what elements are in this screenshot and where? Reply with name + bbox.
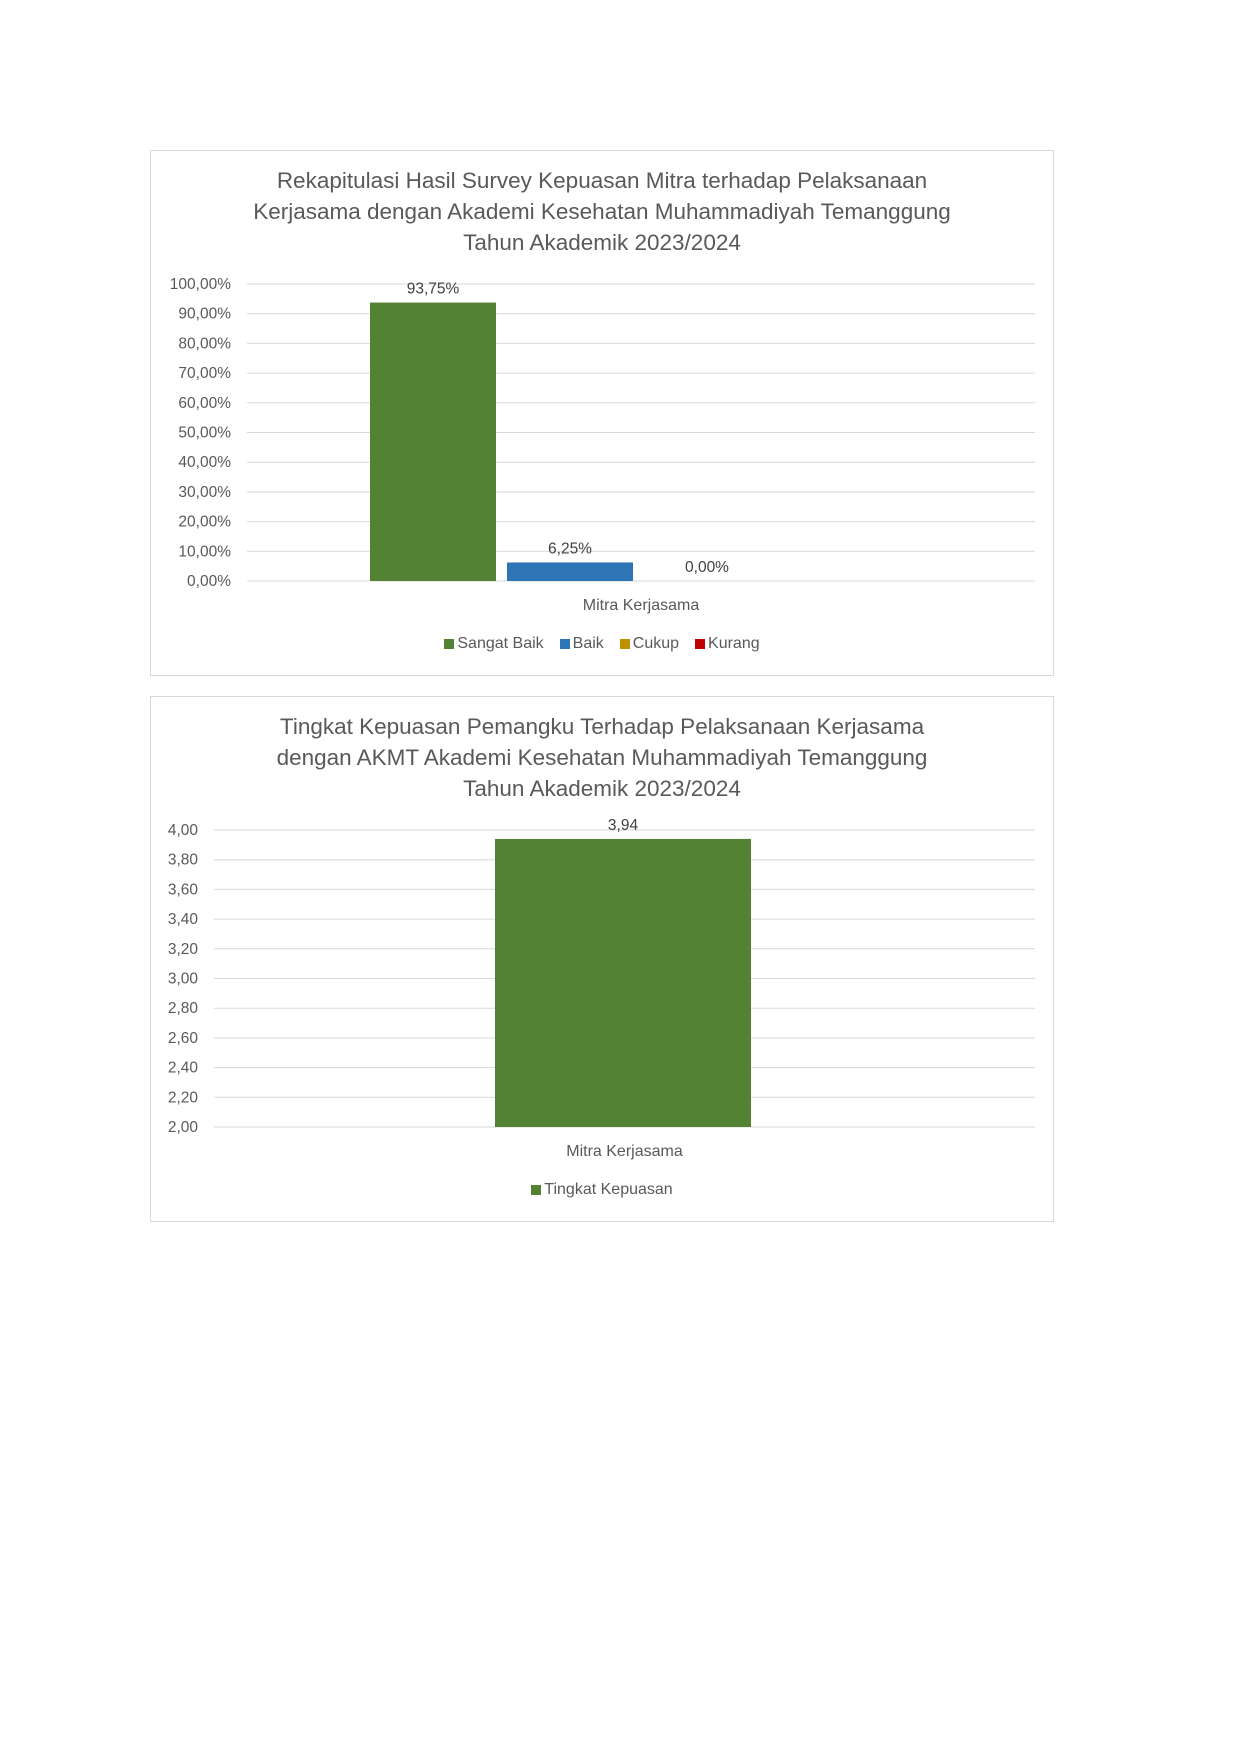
legend-label: Sangat Baik (457, 635, 544, 652)
chart-title-line: Tahun Akademik 2023/2024 (463, 776, 741, 801)
chart-title-line: dengan AKMT Akademi Kesehatan Muhammadiyah Temanggung (276, 745, 928, 770)
y-tick-label: 40,00% (178, 454, 231, 472)
legend-item (444, 635, 543, 653)
y-tick-label: 0,00% (187, 573, 231, 590)
bar-tingkat-kepuasan (495, 839, 751, 1127)
legend-swatch (531, 1185, 541, 1195)
y-tick-label: 3,80 (167, 851, 198, 869)
y-tick-label: 2,60 (167, 1029, 198, 1047)
y-tick-label: 100,00% (169, 276, 231, 293)
satisfaction-chart-card (150, 696, 1054, 1222)
y-tick-label: 2,40 (167, 1059, 198, 1077)
y-tick-label: 30,00% (178, 483, 231, 501)
y-tick-label: 3,00 (167, 970, 198, 988)
survey-chart-card (150, 150, 1054, 676)
y-tick-label: 2,00 (167, 1119, 198, 1136)
data-label: 3,94 (607, 816, 639, 834)
legend-label: Cukup (632, 635, 680, 652)
chart-title-line: Tingkat Kepuasan Pemangku Terhadap Pelaksanaan Kerjasama (279, 714, 925, 739)
data-label: 6,25% (548, 540, 592, 558)
legend-swatch (695, 639, 705, 649)
y-tick-label: 20,00% (178, 513, 231, 531)
plot-area (151, 697, 1055, 1223)
y-tick-label: 3,40 (167, 911, 198, 929)
legend-label: Tingkat Kepuasan (544, 1181, 673, 1198)
y-tick-label: 10,00% (178, 543, 231, 561)
y-tick-label: 50,00% (178, 424, 231, 442)
y-tick-label: 2,80 (167, 1000, 198, 1018)
plot-area (151, 151, 1055, 677)
legend-swatch (444, 639, 454, 649)
legend-item (560, 635, 604, 653)
legend-swatch (620, 639, 630, 649)
chart-legend (151, 635, 1053, 653)
x-category-label: Mitra Kerjasama (566, 1143, 683, 1160)
data-label: 93,75% (406, 280, 460, 298)
chart-title-line: Tahun Akademik 2023/2024 (463, 230, 741, 255)
chart-title-line: Kerjasama dengan Akademi Kesehatan Muhammadiyah Temanggung (253, 199, 951, 224)
legend-item (695, 635, 760, 653)
chart-title-line: Rekapitulasi Hasil Survey Kepuasan Mitra terhadap Pelaksanaan (276, 168, 928, 193)
chart-legend (151, 1181, 1053, 1199)
legend-item (531, 1181, 672, 1199)
y-tick-label: 70,00% (178, 365, 231, 383)
y-tick-label: 90,00% (178, 305, 231, 323)
x-category-label: Mitra Kerjasama (582, 597, 700, 614)
data-label: 0,00% (685, 559, 729, 576)
legend-item (620, 635, 679, 653)
bar-baik (507, 562, 633, 581)
y-tick-label: 2,20 (167, 1089, 198, 1107)
y-tick-label: 3,60 (167, 881, 198, 899)
y-tick-label: 80,00% (178, 335, 231, 353)
legend-swatch (560, 639, 570, 649)
legend-label: Kurang (708, 635, 760, 652)
y-tick-label: 60,00% (178, 394, 231, 412)
bar-sangat-baik (370, 303, 496, 581)
y-tick-label: 4,00 (167, 822, 198, 839)
y-tick-label: 3,20 (167, 940, 198, 958)
legend-label: Baik (572, 635, 604, 652)
